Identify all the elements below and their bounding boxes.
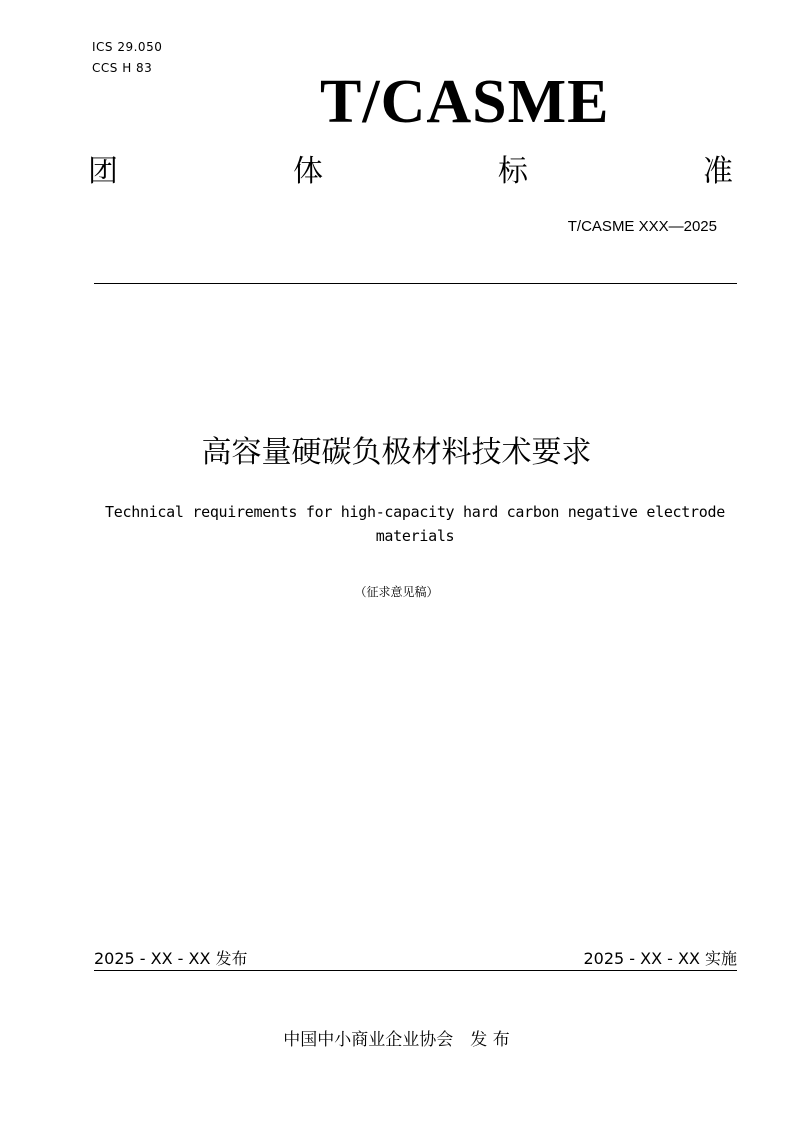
standard-type-char: 体 (293, 154, 323, 189)
standard-logo: T/CASME (320, 68, 610, 136)
publisher: 中国中小商业企业协会 发 布 (283, 1030, 510, 1050)
standard-type (88, 152, 733, 192)
ccs-code: CCS H 83 (92, 61, 153, 75)
implement-date: 2025 - XX - XX 实施 (583, 949, 737, 968)
standard-type-char: 团 (88, 154, 118, 189)
bottom-divider (94, 970, 737, 971)
release-date: 2025 - XX - XX 发布 (94, 949, 248, 968)
document-title-en: Technical requirements for high-capacity hard carbon negative electrode materials (105, 503, 725, 545)
top-divider (94, 283, 737, 284)
standard-type-char: 准 (703, 154, 733, 189)
standard-number: T/CASME XXX—2025 (567, 218, 717, 235)
ics-code: ICS 29.050 (92, 40, 163, 54)
standard-type-char: 标 (498, 154, 528, 189)
draft-label: （征求意见稿） (354, 585, 439, 599)
document-title-cn: 高容量硬碳负极材料技术要求 (201, 435, 592, 470)
